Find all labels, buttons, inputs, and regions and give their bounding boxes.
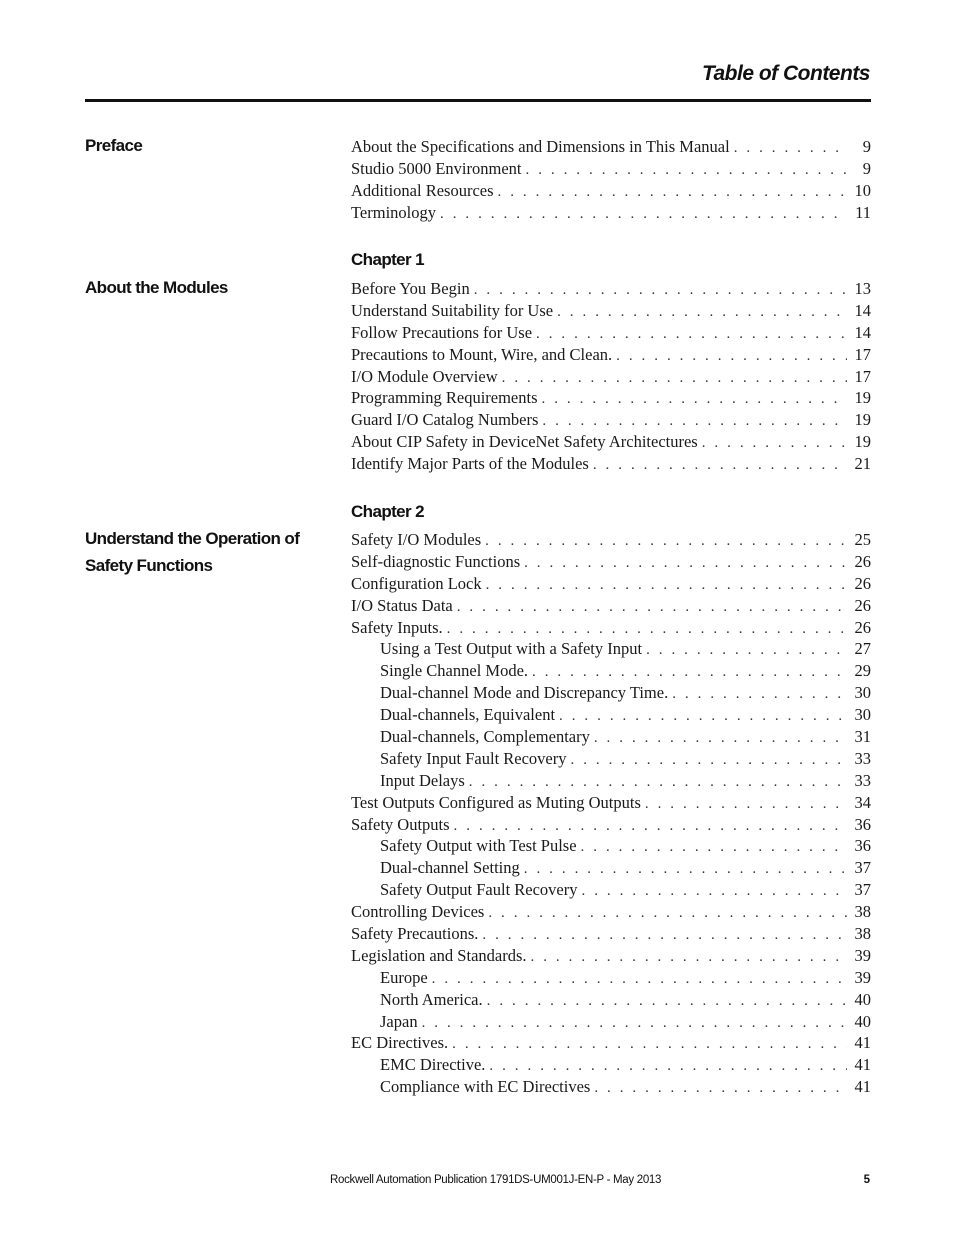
toc-entry-page: 41	[854, 1033, 871, 1053]
dot-leader	[536, 324, 847, 346]
toc-entry[interactable]	[351, 660, 871, 682]
toc-entry[interactable]	[351, 529, 871, 551]
toc-entry[interactable]	[351, 409, 871, 431]
chapter-2-heading: Chapter 2	[351, 502, 425, 521]
toc-entry-page: 21	[854, 454, 871, 474]
section-label-about-the-modules: About the Modules	[85, 278, 228, 297]
toc-entry-page: 19	[854, 432, 871, 452]
dot-leader	[582, 881, 847, 903]
toc-entry[interactable]	[351, 989, 871, 1011]
toc-entry-page: 31	[854, 727, 871, 747]
toc-entry[interactable]	[351, 770, 871, 792]
toc-entry-page: 30	[854, 705, 871, 725]
dot-leader	[498, 182, 847, 204]
toc-entry-page: 26	[854, 595, 871, 615]
toc-entry-title: I/O Module Overview	[351, 366, 498, 386]
toc-entry-title: Compliance with EC Directives	[380, 1077, 591, 1097]
toc-entry[interactable]	[351, 814, 871, 836]
toc-entry-page: 17	[854, 344, 871, 364]
dot-leader	[440, 204, 847, 226]
toc-entry[interactable]	[351, 857, 871, 879]
toc-entry[interactable]	[351, 967, 871, 989]
toc-entry-title: Safety Outputs	[351, 814, 450, 834]
toc-entry[interactable]	[351, 1076, 871, 1098]
dot-leader	[469, 772, 847, 794]
toc-entry-page: 33	[854, 770, 871, 790]
toc-entry-title: Safety Output Fault Recovery	[380, 880, 578, 900]
toc-entry[interactable]	[351, 322, 871, 344]
toc-entry[interactable]	[351, 387, 871, 409]
dot-leader	[489, 1056, 847, 1078]
toc-entry-title: Europe	[380, 967, 428, 987]
toc-entry[interactable]	[351, 923, 871, 945]
title-divider	[85, 99, 871, 102]
toc-entry-title: Japan	[380, 1011, 418, 1031]
dot-leader	[581, 837, 847, 859]
toc-entry-page: 40	[854, 1011, 871, 1031]
toc-entry-title: Understand Suitability for Use	[351, 300, 554, 320]
toc-entry-title: Self-diagnostic Functions	[351, 551, 521, 571]
toc-entry-title: Safety Precautions.	[351, 924, 479, 944]
toc-entry-page: 37	[854, 880, 871, 900]
toc-entry[interactable]	[351, 726, 871, 748]
toc-entry-page: 41	[854, 1077, 871, 1097]
toc-entry-page: 30	[854, 683, 871, 703]
toc-entry-page: 13	[854, 279, 871, 298]
toc-entry-title: Programming Requirements	[351, 388, 538, 408]
toc-entry-title: Additional Resources	[351, 180, 494, 200]
toc-entry-title: About CIP Safety in DeviceNet Safety Architectures	[351, 432, 698, 452]
toc-entry[interactable]	[351, 453, 871, 475]
dot-leader	[452, 1034, 847, 1056]
toc-entry-title: EC Directives.	[351, 1033, 449, 1053]
toc-entry-page: 29	[854, 661, 871, 681]
toc-entry[interactable]	[351, 278, 871, 300]
footer-publication: Rockwell Automation Publication 1791DS-UM001J-EN-P - May 2013	[330, 1174, 662, 1186]
toc-entry-title: Dual-channel Mode and Discrepancy Time.	[380, 683, 669, 703]
toc-entry-title: Guard I/O Catalog Numbers	[351, 410, 539, 430]
toc-list-chapter-2	[351, 529, 871, 1098]
dot-leader	[422, 1013, 847, 1035]
toc-entry-title: Dual-channel Setting	[380, 858, 520, 878]
toc-entry-title: Before You Begin	[351, 279, 470, 298]
dot-leader	[734, 138, 847, 160]
toc-entry-title: North America.	[380, 989, 483, 1009]
toc-entry-title: Using a Test Output with a Safety Input	[380, 639, 643, 659]
toc-entry[interactable]	[351, 682, 871, 704]
toc-entry[interactable]	[351, 136, 871, 158]
toc-entry[interactable]	[351, 792, 871, 814]
toc-entry-page: 25	[854, 530, 871, 549]
toc-entry-page: 19	[854, 410, 871, 430]
dot-leader	[646, 640, 847, 662]
dot-leader	[474, 280, 847, 302]
toc-entry-title: EMC Directive.	[380, 1055, 486, 1075]
dot-leader	[457, 597, 847, 619]
toc-entry-title: Safety Output with Test Pulse	[380, 836, 577, 856]
toc-entry-page: 14	[854, 300, 871, 320]
toc-entry-page: 36	[854, 836, 871, 856]
toc-entry-page: 26	[854, 573, 871, 593]
toc-entry-page: 26	[854, 551, 871, 571]
toc-entry-page: 34	[854, 792, 871, 812]
dot-leader	[571, 750, 848, 772]
dot-leader	[672, 684, 847, 706]
toc-entry[interactable]	[351, 617, 871, 639]
footer-page-number: 5	[863, 1174, 870, 1186]
toc-entry-title: Identify Major Parts of the Modules	[351, 454, 589, 474]
dot-leader	[645, 794, 847, 816]
toc-entry-page: 39	[854, 945, 871, 965]
toc-entry-title: Legislation and Standards.	[351, 945, 527, 965]
dot-leader	[482, 925, 847, 947]
dot-leader	[532, 662, 847, 684]
toc-entry[interactable]	[351, 748, 871, 770]
dot-leader	[432, 969, 847, 991]
toc-entry-page: 14	[854, 322, 871, 342]
toc-entry-page: 33	[854, 748, 871, 768]
toc-entry[interactable]	[351, 879, 871, 901]
toc-entry[interactable]	[351, 344, 871, 366]
toc-entry[interactable]	[351, 431, 871, 453]
toc-entry-title: Single Channel Mode.	[380, 661, 529, 681]
toc-entry[interactable]	[351, 573, 871, 595]
toc-entry[interactable]	[351, 1054, 871, 1076]
dot-leader	[487, 991, 847, 1013]
toc-entry-title: Dual-channels, Equivalent	[380, 705, 556, 725]
dot-leader	[447, 619, 847, 641]
toc-entry[interactable]	[351, 704, 871, 726]
toc-list-preface	[351, 136, 871, 224]
toc-entry-title: Controlling Devices	[351, 902, 485, 922]
toc-entry-title: Precautions to Mount, Wire, and Clean.	[351, 344, 613, 364]
toc-entry[interactable]	[351, 300, 871, 322]
toc-entry-page: 37	[854, 858, 871, 878]
toc-entry-page: 9	[862, 158, 871, 178]
dot-leader	[616, 346, 847, 368]
toc-entry[interactable]	[351, 180, 871, 202]
toc-entry-page: 17	[854, 366, 871, 386]
dot-leader	[485, 531, 847, 553]
toc-entry-title: Input Delays	[380, 770, 465, 790]
toc-entry-title: Dual-channels, Complementary	[380, 727, 590, 747]
toc-entry[interactable]	[351, 835, 871, 857]
dot-leader	[526, 160, 848, 182]
toc-entry[interactable]	[351, 638, 871, 660]
dot-leader	[559, 706, 847, 728]
dot-leader	[524, 553, 847, 575]
toc-entry-page: 26	[854, 617, 871, 637]
toc-entry[interactable]	[351, 202, 871, 224]
dot-leader	[454, 816, 847, 838]
dot-leader	[531, 947, 847, 969]
toc-entry[interactable]	[351, 1032, 871, 1054]
section-label-preface: Preface	[85, 136, 143, 155]
toc-entry-title: Safety Input Fault Recovery	[380, 748, 567, 768]
toc-entry-title: Safety Inputs.	[351, 617, 443, 637]
toc-list-chapter-1	[351, 278, 871, 475]
toc-entry-title: Follow Precautions for Use	[351, 322, 533, 342]
chapter-1-heading: Chapter 1	[351, 250, 425, 269]
toc-entry-title: Safety I/O Modules	[351, 530, 482, 549]
dot-leader	[486, 575, 847, 597]
dot-leader	[594, 728, 847, 750]
dot-leader	[594, 1078, 847, 1100]
toc-entry[interactable]	[351, 595, 871, 617]
dot-leader	[502, 368, 847, 390]
toc-entry-title: Studio 5000 Environment	[351, 158, 522, 178]
section-label-safety-functions: Understand the Operation of Safety Functions	[85, 529, 300, 575]
dot-leader	[593, 455, 847, 477]
dot-leader	[524, 859, 847, 881]
toc-entry[interactable]	[351, 366, 871, 388]
toc-entry[interactable]	[351, 551, 871, 573]
toc-entry-page: 10	[854, 180, 871, 200]
toc-entry-page: 38	[854, 902, 871, 922]
dot-leader	[557, 302, 847, 324]
toc-entry[interactable]	[351, 901, 871, 923]
dot-leader	[542, 411, 847, 433]
dot-leader	[702, 433, 847, 455]
toc-entry-page: 9	[862, 137, 871, 156]
toc-entry-page: 40	[854, 989, 871, 1009]
toc-entry-page: 27	[854, 639, 871, 659]
toc-entry-page: 11	[855, 202, 871, 222]
toc-entry[interactable]	[351, 1011, 871, 1033]
toc-entry-page: 41	[854, 1055, 871, 1075]
toc-entry[interactable]	[351, 158, 871, 180]
toc-entry-title: I/O Status Data	[351, 595, 453, 615]
page-title: Table of Contents	[701, 62, 870, 85]
dot-leader	[542, 389, 847, 411]
toc-entry-title: About the Specifications and Dimensions in This Manual	[351, 137, 730, 156]
toc-entry-title: Terminology	[351, 202, 436, 222]
toc-entry-title: Configuration Lock	[351, 573, 482, 593]
toc-entry-page: 19	[854, 388, 871, 408]
dot-leader	[488, 903, 847, 925]
toc-entry-page: 39	[854, 967, 871, 987]
toc-entry-title: Test Outputs Configured as Muting Outputs	[351, 792, 641, 812]
toc-entry-page: 38	[854, 924, 871, 944]
toc-entry-page: 36	[854, 814, 871, 834]
toc-entry[interactable]	[351, 945, 871, 967]
